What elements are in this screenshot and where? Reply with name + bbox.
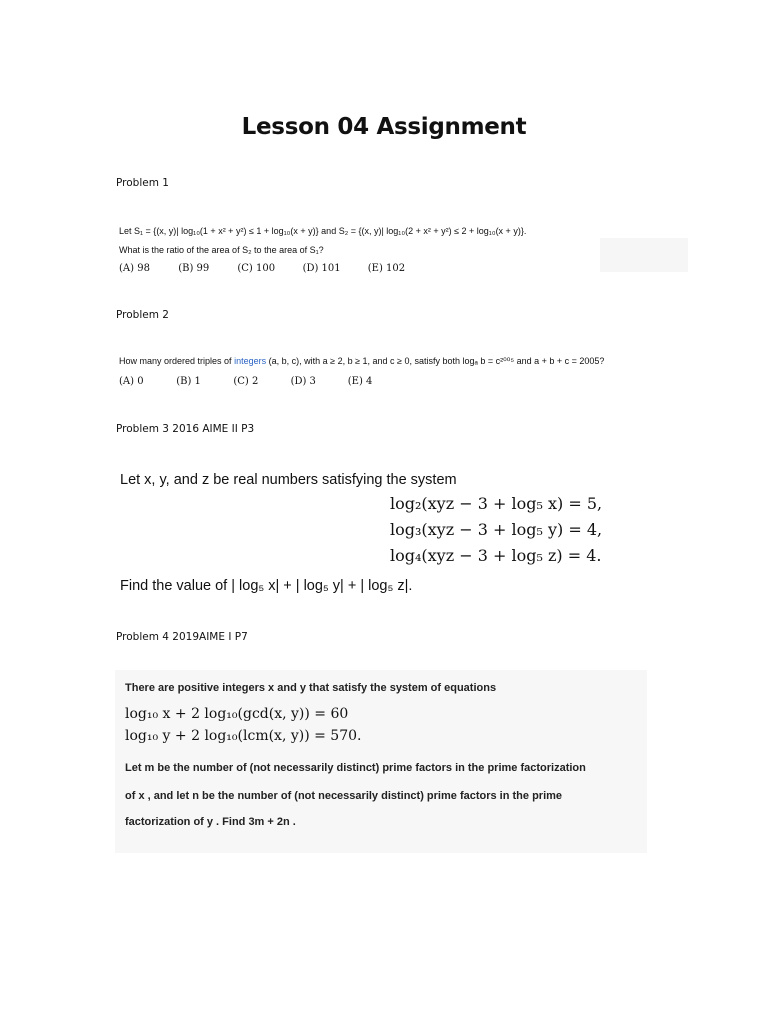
choice: (D) 101 [302, 263, 341, 274]
problem-2-statement [119, 356, 604, 367]
equation: log₁₀ x + 2 log₁₀(gcd(x, y)) = 60 [125, 706, 349, 722]
integers-link[interactable]: integers [234, 356, 267, 366]
problem-1-choices [119, 263, 405, 274]
problem-4-intro: There are positive integers x and y that satisfy the system of equations [125, 682, 497, 694]
choice: (E) 102 [367, 263, 406, 274]
choice: (D) 3 [290, 376, 316, 387]
problem-2-text-rest: (a, b, c), with a ≥ 2, b ≥ 1, and c ≥ 0, satisfy both logₐ b = c²⁰⁰⁵ and a + b + c = 2005? [268, 356, 605, 366]
problem-2-text: How many ordered triples of [119, 356, 232, 366]
problem-3-intro: Let x, y, and z be real numbers satisfying the system [120, 472, 457, 488]
problem-4-text-line: of x , and let n be the number of (not necessarily distinct) prime factors in the prime [125, 790, 563, 802]
page-title: Lesson 04 Assignment [241, 114, 527, 140]
problem-2-choices [119, 376, 372, 387]
problem-3-heading: Problem 3 2016 AIME II P3 [116, 423, 255, 435]
problem-1-heading: Problem 1 [116, 177, 169, 189]
problem-1-image-artifact [600, 238, 688, 272]
problem-4-heading: Problem 4 2019AIME I P7 [116, 631, 248, 643]
equation: log₃(xyz − 3 + log₅ y) = 4, [390, 520, 603, 539]
choice: (C) 2 [233, 376, 259, 387]
choice: (B) 99 [178, 263, 210, 274]
equation: log₂(xyz − 3 + log₅ x) = 5, [390, 494, 603, 513]
choice: (B) 1 [176, 376, 201, 387]
choice: (A) 0 [119, 376, 144, 387]
problem-1-statement: Let S₁ = {(x, y)| log₁₀(1 + x² + y²) ≤ 1 + log₁₀(x + y)} and S₂ = {(x, y)| log₁₀(2 + x² + y²) ≤ 2 + log₁₀(x + y)}. [119, 226, 527, 236]
choice: (A) 98 [119, 263, 150, 274]
problem-4-box [115, 670, 647, 853]
problem-3-question: Find the value of | log₅ x| + | log₅ y| + | log₅ z|. [120, 578, 413, 594]
choice: (C) 100 [237, 263, 276, 274]
equation: log₁₀ y + 2 log₁₀(lcm(x, y)) = 570. [125, 728, 362, 744]
problem-1-question: What is the ratio of the area of S₂ to the area of S₁? [119, 245, 324, 255]
problem-4-text-line: Let m be the number of (not necessarily distinct) prime factors in the prime factorization [125, 762, 586, 774]
problem-4-text-line: factorization of y . Find 3m + 2n . [125, 816, 296, 828]
choice: (E) 4 [347, 376, 373, 387]
problem-2-heading: Problem 2 [116, 309, 169, 321]
equation: log₄(xyz − 3 + log₅ z) = 4. [390, 546, 602, 565]
